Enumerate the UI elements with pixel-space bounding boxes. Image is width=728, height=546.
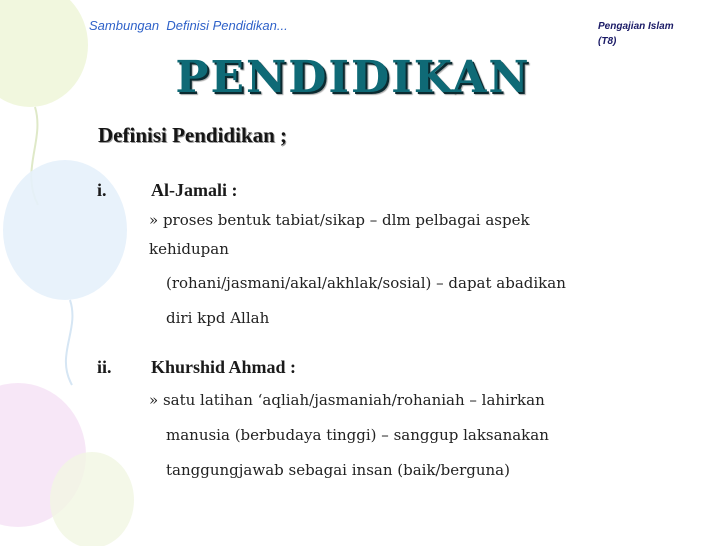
slide-subtitle: Definisi Pendidikan ; <box>98 123 288 147</box>
header-left-text: Sambungan Definisi Pendidikan... <box>89 18 288 33</box>
definition-line: » satu latihan ‘aqliah/jasmaniah/rohaniah – lahirkan <box>149 391 545 409</box>
item-name: Khurshid Ahmad : <box>151 357 297 377</box>
definition-line: kehidupan <box>149 240 229 258</box>
definition-line: tanggungjawab sebagai insan (baik/berguna) <box>166 461 510 479</box>
definition-line: manusia (berbudaya tinggi) – sanggup laksanakan <box>166 426 549 444</box>
definition-line: » proses bentuk tabiat/sikap – dlm pelbagai aspek <box>149 211 530 229</box>
definition-line: (rohani/jasmani/akal/akhlak/sosial) – dapat abadikan <box>166 274 566 292</box>
course-name: Pengajian Islam <box>598 21 674 32</box>
course-code: (T8) <box>598 36 617 47</box>
item-name: Al-Jamali : <box>151 180 238 200</box>
header-right-text <box>598 19 708 49</box>
item-number: ii. <box>97 357 112 377</box>
slide-title: PENDIDIKAN <box>175 52 531 103</box>
item-number: i. <box>97 180 107 200</box>
definition-line: diri kpd Allah <box>166 309 270 327</box>
